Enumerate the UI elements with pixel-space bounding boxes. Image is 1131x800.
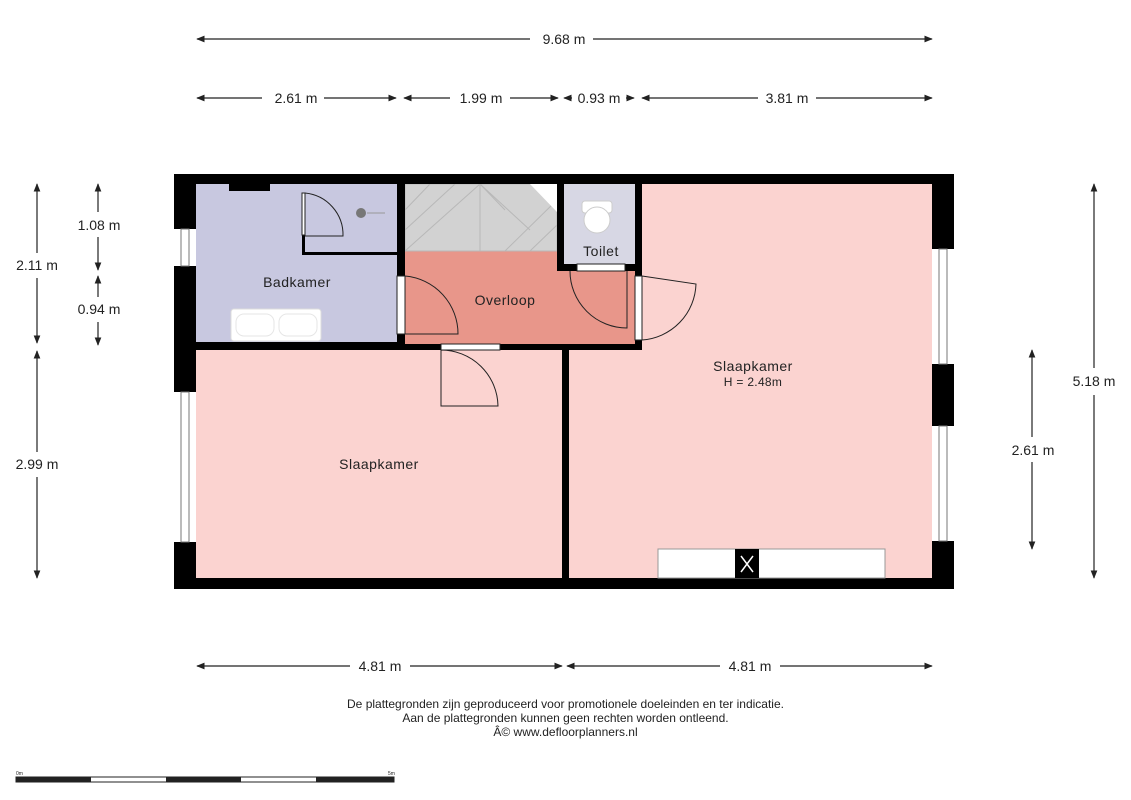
scale-bar-end: 5m <box>388 771 395 777</box>
dim-right-inner: 2.61 m <box>1011 442 1055 458</box>
dim-left-inner-2: 0.94 m <box>77 301 121 317</box>
disclaimer-copyright: Â© www.defloorplanners.nl <box>493 725 638 739</box>
staircase <box>405 184 557 251</box>
dim-top-4: 3.81 m <box>765 90 809 106</box>
room-height-slaapkamer-right: H = 2.48m <box>723 375 783 389</box>
room-label-badkamer: Badkamer <box>263 274 331 290</box>
dim-left-outer-1: 2.11 m <box>16 257 58 273</box>
dim-right-outer: 5.18 m <box>1072 373 1116 389</box>
toilet-icon <box>582 201 612 233</box>
room-label-overloop: Overloop <box>474 292 536 308</box>
dim-top-3: 0.93 m <box>577 90 621 106</box>
dim-total-width: 9.68 m <box>542 31 586 47</box>
dim-bottom-2: 4.81 m <box>728 658 772 674</box>
scale-bar <box>16 771 395 782</box>
room-label-toilet: Toilet <box>583 243 619 259</box>
disclaimer <box>0 697 1131 739</box>
dim-left-outer-2: 2.99 m <box>15 456 59 472</box>
dim-left-inner-1: 1.08 m <box>77 217 121 233</box>
scale-bar-start: 0m <box>16 771 23 777</box>
shower-drain-icon <box>356 208 366 218</box>
disclaimer-line-1: De plattegronden zijn geproduceerd voor promotionele doeleinden en ter indicatie. <box>347 697 784 711</box>
room-label-slaapkamer-right: Slaapkamer <box>713 358 793 374</box>
disclaimer-line-2: Aan de plattegronden kunnen geen rechten worden ontleend. <box>402 711 729 725</box>
slaapkamer-right-floor <box>642 184 932 578</box>
room-label-slaapkamer-left: Slaapkamer <box>339 456 419 472</box>
dim-top-1: 2.61 m <box>274 90 318 106</box>
wardrobe <box>658 549 885 578</box>
dim-bottom-1: 4.81 m <box>358 658 402 674</box>
slaapkamer-right-lower-floor <box>569 348 642 578</box>
dim-top-2: 1.99 m <box>459 90 503 106</box>
